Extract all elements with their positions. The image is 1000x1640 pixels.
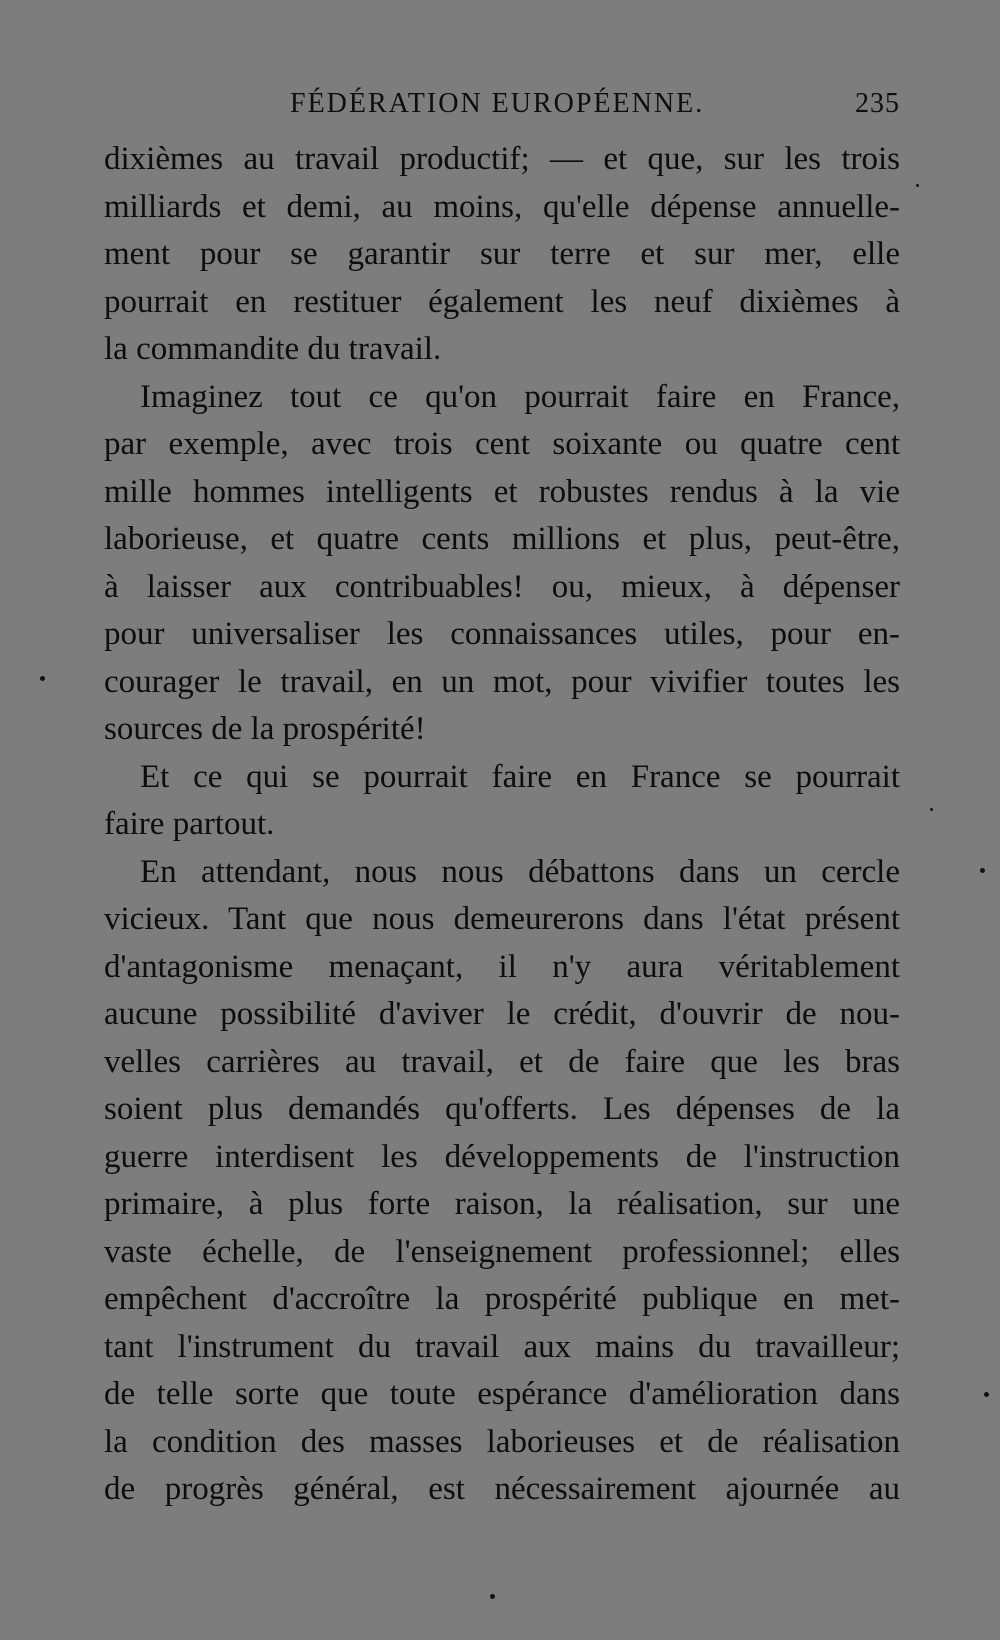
text-line: mille hommes intelligents et robustes rendus à la vie xyxy=(104,473,900,510)
text-line: aucune possibilité d'aviver le crédit, d'ouvrir de nou- xyxy=(104,996,900,1032)
text-line: faire partout. xyxy=(104,806,275,842)
text-line: empêchent d'accroître la prospérité publique en met- xyxy=(104,1281,900,1317)
scan-speck xyxy=(40,676,45,681)
text-line: milliards et demi, au moins, qu'elle dépense annuelle- xyxy=(104,188,900,225)
text-line: la commandite du travail. xyxy=(104,331,442,367)
text-line: ment pour se garantir sur terre et sur mer, elle xyxy=(104,236,900,272)
scan-speck xyxy=(984,1392,989,1397)
text-line: pour universaliser les connaissances utiles, pour en- xyxy=(104,616,900,652)
text-line: tant l'instrument du travail aux mains du travailleur; xyxy=(104,1328,900,1365)
text-line: vicieux. Tant que nous demeurerons dans l'état présent xyxy=(104,901,900,937)
body-text xyxy=(104,136,900,1514)
text-line: vaste échelle, de l'enseignement professionnel; elles xyxy=(104,1233,900,1270)
text-line: Et ce qui se pourrait faire en France se pourrait xyxy=(140,758,900,795)
text-line: laborieuse, et quatre cents millions et plus, peut-être, xyxy=(104,521,900,557)
text-line: En attendant, nous nous débattons dans un cercle xyxy=(140,853,900,890)
text-line: guerre interdisent les développements de l'instruction xyxy=(104,1138,900,1175)
text-line: dixièmes au travail productif; — et que, sur les trois xyxy=(104,141,900,177)
scan-speck xyxy=(490,1594,495,1599)
text-line: Imaginez tout ce qu'on pourrait faire en France, xyxy=(140,378,900,415)
scan-speck xyxy=(916,184,919,187)
text-line: d'antagonisme menaçant, il n'y aura véritablement xyxy=(104,948,900,985)
text-line: par exemple, avec trois cent soixante ou quatre cent xyxy=(104,426,900,462)
running-title: FÉDÉRATION EUROPÉENNE. xyxy=(290,88,705,119)
text-line: soient plus demandés qu'offerts. Les dépenses de la xyxy=(104,1091,900,1127)
text-line: de telle sorte que toute espérance d'amélioration dans xyxy=(104,1376,900,1412)
text-line: la condition des masses laborieuses et de réalisation xyxy=(104,1423,900,1460)
text-line: de progrès général, est nécessairement ajournée au xyxy=(104,1471,900,1507)
page-number: 235 xyxy=(855,88,900,119)
running-head xyxy=(290,88,900,128)
scan-speck xyxy=(930,808,933,811)
text-line: à laisser aux contribuables! ou, mieux, à dépenser xyxy=(104,568,900,605)
text-line: courager le travail, en un mot, pour vivifier toutes les xyxy=(104,663,900,700)
text-line: sources de la prospérité! xyxy=(104,711,426,747)
text-line: primaire, à plus forte raison, la réalisation, sur une xyxy=(104,1186,900,1222)
text-line: velles carrières au travail, et de faire que les bras xyxy=(104,1043,900,1080)
text-line: pourrait en restituer également les neuf dixièmes à xyxy=(104,283,900,320)
scan-speck xyxy=(980,868,985,873)
